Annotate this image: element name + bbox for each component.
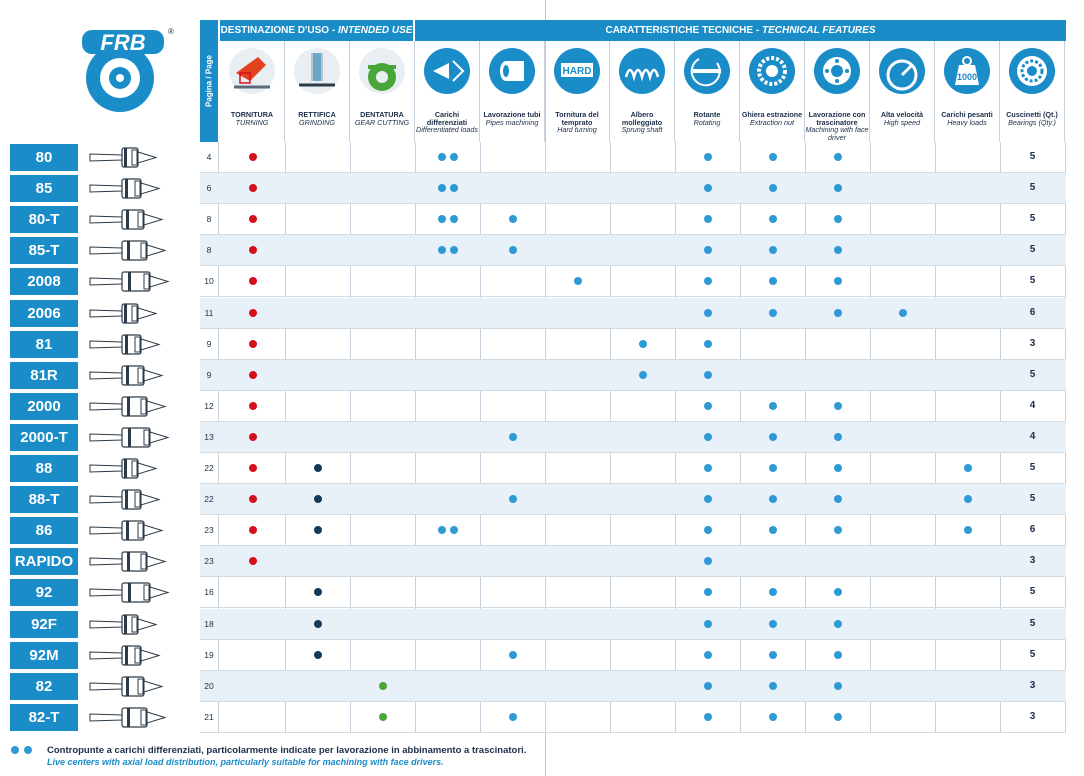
model-label: 92M [10,642,78,669]
column-label-en: Rotating [693,117,721,127]
marker-dot [704,433,712,441]
marker-dot [450,153,458,161]
table-row [200,173,1066,204]
grinding-icon [293,47,341,95]
marker-dot [769,682,777,690]
column-header-3 [350,41,415,142]
marker-dot [704,713,712,721]
table-row [200,453,1066,484]
model-label: 85-T [10,237,78,264]
column-label [610,111,674,134]
marker-dot [834,246,842,254]
marker-dot [509,651,517,659]
marker-dot [249,153,257,161]
model-label: 2000 [10,393,78,420]
marker-dot [438,526,446,534]
marker-dot [379,682,387,690]
model-label: 92F [10,611,78,638]
marker-dot [314,495,322,503]
spring-icon [618,47,666,95]
svg-text:®: ® [168,27,174,36]
page-number: 9 [206,338,212,349]
weight-icon [943,47,991,95]
bearing-count: 4 [1029,399,1036,411]
marker-dot [769,433,777,441]
model-label: 2006 [10,300,78,327]
bearing-icon [1008,47,1056,95]
column-header-8 [675,41,740,142]
table-row [200,546,1066,577]
marker-dot [769,495,777,503]
marker-dot [834,184,842,192]
marker-dot [899,309,907,317]
live-center-icon [88,393,176,420]
marker-dot [249,557,257,565]
live-center-icon [88,175,176,202]
live-center-icon [88,237,176,264]
column-header-4 [415,41,480,142]
marker-dot [704,277,712,285]
bearing-count: 5 [1029,275,1036,287]
table-row [200,329,1066,360]
column-label-en: Hard turning [557,125,597,135]
live-center-icon [88,268,176,295]
live-center-icon [88,673,176,700]
column-label-it: Ghiera estrazione [741,110,803,119]
bearing-count: 6 [1029,306,1036,318]
page-number: 10 [204,276,214,287]
marker-dot [964,495,972,503]
marker-dot [704,557,712,565]
marker-dot [769,464,777,472]
page-number: 23 [204,525,214,536]
page-number: 19 [204,649,214,660]
marker-dot [314,651,322,659]
model-label: 81 [10,331,78,358]
rotating-icon [683,47,731,95]
marker-dot [438,215,446,223]
marker-dot [834,277,842,285]
extraction-nut-icon [748,47,796,95]
page-number: 13 [204,431,214,442]
marker-dot [249,402,257,410]
model-label: 85 [10,175,78,202]
table-row [200,266,1066,297]
marker-dot [249,246,257,254]
footnote-english: Live centers with axial load distribution, particularly suitable for machining with face drivers. [47,757,444,767]
table-row [200,515,1066,546]
marker-dot [834,495,842,503]
marker-dot [834,215,842,223]
column-label [1000,111,1064,126]
column-label [415,111,479,134]
marker-dot [314,526,322,534]
column-label-en: Machining with face driver [805,125,869,142]
column-header-9 [740,41,805,142]
marker-dot [450,215,458,223]
live-center-icon [88,424,176,451]
column-label-it: Lavorazione tubi [483,110,541,119]
live-center-icon [88,704,176,731]
marker-dot [249,215,257,223]
model-label: RAPIDO [10,548,78,575]
marker-dot [704,153,712,161]
marker-dot [438,184,446,192]
marker-dot [769,526,777,534]
marker-dot [769,620,777,628]
bearing-count: 3 [1029,710,1036,722]
icon-caption: HARD [562,66,592,77]
marker-dot [314,464,322,472]
column-header-11 [870,41,935,142]
footnote-italian: Contropunte a carichi differenziati, particolarmente indicate per lavorazione in abbinamento a trascinatori. [47,745,527,756]
hard-icon [553,47,601,95]
marker-dot [834,620,842,628]
marker-dot [249,371,257,379]
bearing-count: 5 [1029,493,1036,505]
page-number: 8 [206,245,212,256]
live-center-icon [88,579,176,606]
marker-dot [704,246,712,254]
table-row [200,142,1066,173]
marker-dot [509,495,517,503]
column-label-en: Extraction nut [750,117,794,127]
live-center-icon [88,517,176,544]
marker-dot [249,526,257,534]
turning-icon [228,47,276,95]
marker-dot [834,651,842,659]
table-row [200,391,1066,422]
model-label: 82-T [10,704,78,731]
table-row [200,298,1066,329]
marker-dot [964,526,972,534]
bearing-count: 3 [1029,555,1036,567]
live-center-icon [88,455,176,482]
marker-dot [769,651,777,659]
model-label: 80 [10,144,78,171]
column-label-en: TURNING [235,117,269,127]
marker-dot [834,588,842,596]
bearing-count: 5 [1029,648,1036,660]
page-number: 18 [204,618,214,629]
marker-dot [249,495,257,503]
marker-dot [704,340,712,348]
model-label: 92 [10,579,78,606]
marker-dot [769,184,777,192]
table-row [200,235,1066,266]
bearing-count: 5 [1029,462,1036,473]
column-label-en: Differentiated loads [416,125,478,135]
live-center-icon [88,206,176,233]
marker-dot [314,588,322,596]
frb-logo-icon [80,20,176,120]
column-label [805,111,869,141]
marker-dot [509,433,517,441]
marker-dot [769,153,777,161]
marker-dot [249,184,257,192]
bearing-count: 6 [1029,524,1036,536]
column-label [675,111,739,126]
column-label-it: RETTIFICA [298,110,336,119]
live-center-icon [88,362,176,389]
model-label: 2000-T [10,424,78,451]
marker-dot [704,371,712,379]
model-label: 82 [10,673,78,700]
table-row [200,702,1066,733]
page-number: 20 [204,680,214,691]
column-label-it: Rotante [693,110,721,119]
live-center-icon [88,144,176,171]
marker-dot [769,588,777,596]
marker-dot [704,464,712,472]
marker-dot [450,526,458,534]
marker-dot [249,433,257,441]
marker-dot [249,464,257,472]
table-row [200,484,1066,515]
column-label [935,111,999,126]
column-header-6 [545,41,610,142]
column-label [285,111,349,126]
page-number: 8 [206,214,212,225]
model-label: 88 [10,455,78,482]
marker-dot [704,620,712,628]
table-row [200,640,1066,671]
marker-dot [249,277,257,285]
marker-dot [704,495,712,503]
marker-dot [704,402,712,410]
column-header-7 [610,41,675,142]
marker-dot [704,309,712,317]
bearing-count: 3 [1029,679,1036,691]
marker-dot [964,464,972,472]
model-label: 81R [10,362,78,389]
column-header-12 [935,41,1000,142]
marker-dot [834,713,842,721]
column-label-it: Lavorazione con trascinatore [808,110,866,127]
page-number: 23 [204,556,214,567]
page-number: 22 [204,463,214,473]
marker-dot [704,526,712,534]
page-number: 9 [206,369,212,380]
page-number: 4 [206,152,212,162]
model-label: 86 [10,517,78,544]
marker-dot [509,713,517,721]
model-label: 80-T [10,206,78,233]
live-center-icon [88,331,176,358]
column-label-en: Sprung shaft [621,125,663,135]
bearing-count: 5 [1029,151,1036,162]
column-label [480,111,544,126]
marker-dot [639,340,647,348]
svg-text:FRB: FRB [100,30,146,55]
model-label: 2008 [10,268,78,295]
column-label-en: High speed [883,117,921,127]
page-number: 22 [204,494,214,505]
marker-dot [314,620,322,628]
marker-dot [249,340,257,348]
bearing-count: 3 [1029,337,1036,349]
marker-dot [834,153,842,161]
live-center-icon [88,300,176,327]
column-label-it: Carichi differenziati [426,110,468,127]
column-header-5 [480,41,545,142]
differentiated-loads-icon [423,47,471,95]
marker-dot [769,713,777,721]
live-center-icon [88,611,176,638]
marker-dot [704,682,712,690]
column-label-it: Alta velocità [880,110,924,119]
marker-dot [450,246,458,254]
live-center-icon [88,642,176,669]
marker-dot [704,651,712,659]
table-row [200,609,1066,640]
page-column-header: Pagina / Page [200,20,218,142]
marker-dot [249,309,257,317]
model-label: 88-T [10,486,78,513]
column-label [545,111,609,134]
column-label-en: Pipes machining [485,117,539,127]
page-number: 12 [204,400,214,411]
table-row [200,360,1066,391]
marker-dot [704,588,712,596]
column-label-it: Cuscinetti (Qt.) [1006,110,1058,119]
face-driver-icon [813,47,861,95]
column-label-en: Heavy loads [947,117,987,127]
intended-use-header: DESTINAZIONE D'USO - INTENDED USE [220,20,413,41]
bearing-count: 5 [1029,182,1036,194]
gear-icon [358,47,406,95]
page-number: 16 [204,587,214,598]
bearing-count: 5 [1029,213,1036,225]
marker-dot [509,246,517,254]
double-dot-legend-icon [10,745,40,755]
column-label-it: Albero molleggiato [621,110,663,127]
column-header-13 [1000,41,1065,142]
bearing-count: 5 [1029,244,1036,256]
page-number: 11 [204,307,214,318]
marker-dot [769,215,777,223]
live-center-icon [88,548,176,575]
bearing-count: 4 [1029,430,1036,442]
column-label-it: TORNITURA [230,110,274,119]
marker-dot [639,371,647,379]
bearing-count: 5 [1029,368,1036,380]
marker-dot [834,309,842,317]
column-label-it: Tornitura del temprato [555,110,599,127]
marker-dot [379,713,387,721]
marker-dot [769,402,777,410]
marker-dot [769,309,777,317]
marker-dot [509,215,517,223]
bearing-count: 5 [1029,617,1036,629]
marker-dot [834,402,842,410]
table-row [200,422,1066,453]
column-header-1 [220,41,285,142]
column-label [220,111,284,126]
marker-dot [834,682,842,690]
marker-dot [834,433,842,441]
table-row [200,204,1066,235]
table-row [200,671,1066,702]
marker-dot [769,277,777,285]
column-label [870,111,934,126]
marker-dot [574,277,582,285]
page-number: 21 [204,711,214,722]
bearing-count: 5 [1029,586,1036,598]
column-label-it: DENTATURA [360,110,404,119]
column-label-it: Carichi pesanti [941,110,993,119]
column-label-en: GEAR CUTTING [354,117,410,127]
technical-features-header: CARATTERISTICHE TECNICHE - TECHNICAL FEATURES [415,20,1066,41]
column-label-en: GRINDING [299,117,335,127]
marker-dot [769,246,777,254]
column-label-en: Bearings (Qty.) [1008,117,1056,127]
column-header-2 [285,41,350,142]
marker-dot [834,464,842,472]
column-header-10 [805,41,870,142]
marker-dot [704,184,712,192]
icon-caption: 1000 [956,72,978,82]
pipe-icon [488,47,536,95]
marker-dot [450,184,458,192]
high-speed-icon [878,47,926,95]
marker-dot [834,526,842,534]
marker-dot [438,246,446,254]
column-label [350,111,414,126]
page-number: 6 [206,183,212,194]
marker-dot [438,153,446,161]
table-row [200,577,1066,608]
live-center-icon [88,486,176,513]
marker-dot [704,215,712,223]
column-label [740,111,804,126]
